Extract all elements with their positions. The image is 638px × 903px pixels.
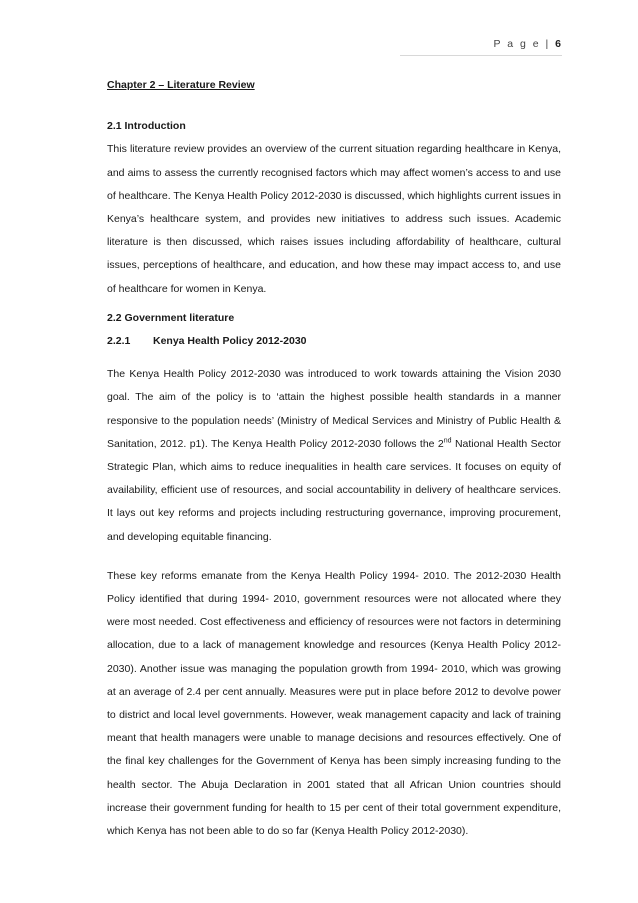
document-body bbox=[107, 74, 561, 843]
policy-paragraph-2: These key reforms emanate from the Kenya Health Policy 1994- 2010. The 2012-2030 Health Policy identified that during 1994- 2010, government resources were not allocated where they were most needed. Cost effectiveness and efficiency of resources were not factors in determining allocation, due to a lack of management knowledge and resources (Kenya Health Policy 2012-2030). Another issue was managing the population growth from 1994- 2010, which was growing at an average of 2.4 per cent annually. Measures were put in place before 2012 to devolve power to district and local level governments. However, weak management capacity and lack of training meant that health managers were unable to manage decisions and resources effectively. One of the final key challenges for the Government of Kenya has been simply increasing funding to the health sector. The Abuja Declaration in 2001 stated that all African Union countries should increase their government funding for health to 15 per cent of their total government expenditure, which Kenya has not been able to do so far (Kenya Health Policy 2012-2030). bbox=[107, 569, 561, 838]
section-heading-government-literature: 2.2 Government literature bbox=[107, 311, 235, 324]
page-number: 6 bbox=[555, 38, 561, 50]
chapter-title: Chapter 2 – Literature Review bbox=[107, 79, 255, 91]
page-label: P a g e | bbox=[493, 38, 551, 50]
policy-paragraph-1-part-2: National Health Sector Strategic Plan, which aims to reduce inequalities in health care services. It focuses on equity of availability, efficient use of resources, and social accountability in delivery of healthcare services. It lays out key reforms and projects including restructuring governance, improving procurement, and developing equitable financing. bbox=[107, 437, 561, 543]
subsection-heading bbox=[107, 330, 561, 353]
header-rule bbox=[400, 55, 562, 56]
spacer bbox=[107, 97, 561, 115]
introduction-paragraph: This literature review provides an overview of the current situation regarding healthcare in Kenya, and aims to assess the currently recognised factors which may affect women’s access to and use of healthcare. The Kenya Health Policy 2012-2030 is discussed, which highlights current issues in Kenya’s healthcare system, and provides new initiatives to address such issues. Academic literature is then discussed, which raises issues including affordability of healthcare, cultural issues, perceptions of healthcare, and education, and how these may impact access to, and use of healthcare for women in Kenya. bbox=[107, 143, 561, 295]
policy-paragraph-1-part-1: The Kenya Health Policy 2012-2030 was introduced to work towards attaining the Vision 2030 goal. The aim of the policy is to ‘attain the highest possible health standards in a manner responsive to the population needs’ (Ministry of Medical Services and Ministry of Public Health & Sanitation, 2012. p1). The Kenya Health Policy 2012-2030 follows the 2 bbox=[107, 368, 561, 450]
policy-paragraph-1 bbox=[107, 363, 561, 549]
page-header bbox=[107, 38, 561, 50]
spacer bbox=[107, 353, 561, 363]
subsection-number: 2.2.1 bbox=[107, 335, 131, 348]
spacer bbox=[107, 549, 561, 565]
superscript-ordinal: nd bbox=[443, 437, 452, 445]
subsection-title: Kenya Health Policy 2012-2030 bbox=[153, 335, 307, 348]
section-heading-introduction: 2.1 Introduction bbox=[107, 120, 186, 133]
